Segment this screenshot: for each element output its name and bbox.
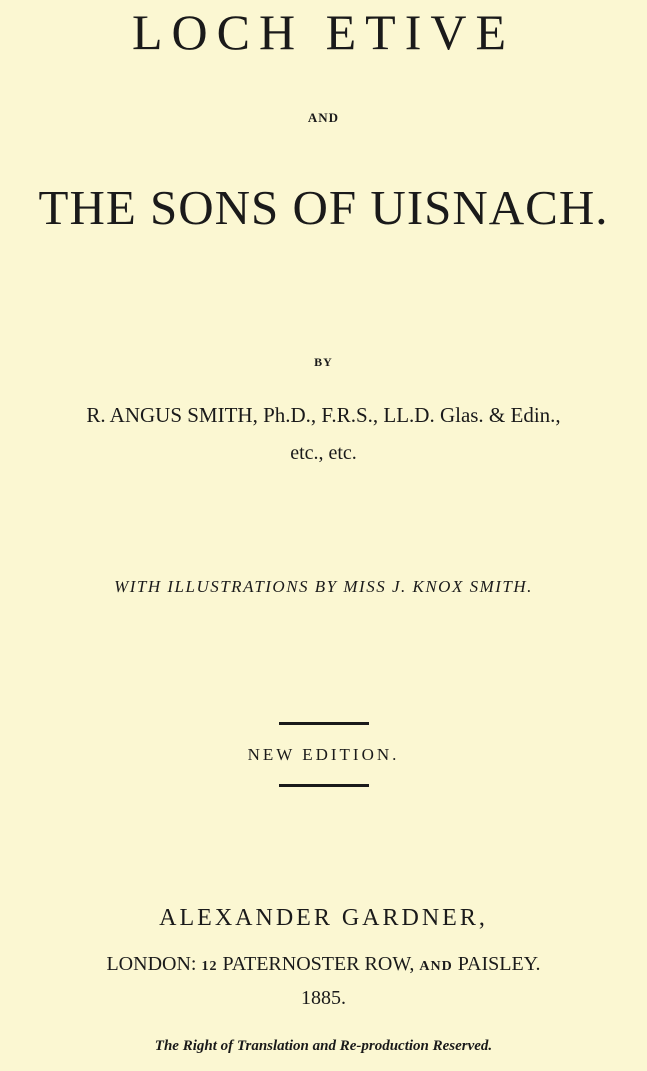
- title-line-2: THE SONS OF UISNACH.: [38, 180, 609, 235]
- publication-year: 1885.: [301, 987, 346, 1009]
- title-conjunction: AND: [307, 110, 340, 125]
- publisher-name: ALEXANDER GARDNER,: [159, 905, 488, 931]
- address-street: PATERNOSTER ROW,: [222, 953, 415, 975]
- address-city: LONDON:: [106, 953, 197, 975]
- title-line-1: LOCH ETIVE: [132, 4, 515, 60]
- by-label: BY: [314, 355, 333, 369]
- illustrations-credit: WITH ILLUSTRATIONS BY MISS J. KNOX SMITH.: [114, 577, 533, 596]
- address-and: AND: [419, 959, 453, 974]
- edition-label: NEW EDITION.: [247, 745, 400, 764]
- rights-notice: The Right of Translation and Re-production Reserved.: [154, 1038, 493, 1054]
- divider-bottom: [279, 784, 369, 787]
- address-number: 12: [201, 959, 218, 974]
- publisher-address: [0, 951, 647, 980]
- author-credentials-cont: etc., etc.: [290, 442, 357, 464]
- address-town: PAISLEY.: [457, 953, 541, 975]
- divider-top: [279, 722, 369, 725]
- author-name: R. ANGUS SMITH, Ph.D., F.R.S., LL.D. Glas. & Edin.,: [86, 403, 561, 427]
